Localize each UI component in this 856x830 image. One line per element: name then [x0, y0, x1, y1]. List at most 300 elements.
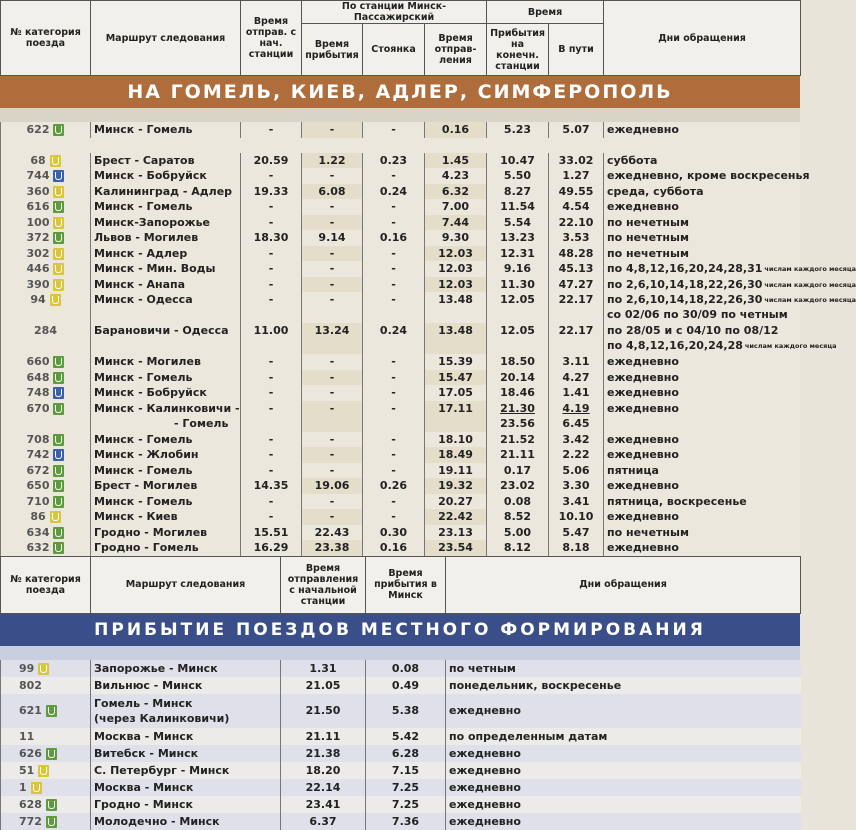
time-value: 19.06 [314, 479, 350, 493]
time-cell [363, 122, 425, 138]
table-row [1, 246, 801, 262]
arrival-time [366, 660, 446, 677]
time-cell [363, 540, 425, 556]
time-cell [425, 168, 487, 184]
time-value: 0.26 [379, 479, 408, 493]
route [91, 184, 241, 200]
time-cell [425, 478, 487, 494]
table-row [1, 261, 801, 277]
train-number-text: 302 [26, 246, 50, 260]
route-text: Гродно - Минск [94, 797, 193, 811]
train-number [1, 525, 91, 541]
time-value: 5.07 [562, 123, 590, 137]
train-number [1, 494, 91, 510]
route [91, 385, 241, 401]
train-number [1, 694, 91, 728]
route [91, 354, 241, 370]
arrival-final [487, 199, 549, 215]
time-cell [425, 230, 487, 246]
days-text: ежедневно [607, 541, 679, 555]
time-value: - [329, 510, 335, 524]
time-cell [363, 401, 425, 432]
on-way [549, 323, 604, 354]
train-number [1, 401, 91, 432]
train-category-icon [53, 372, 64, 384]
col-group-time: Время [487, 1, 604, 24]
time-value: - [329, 246, 335, 260]
time-value: 4.19 [562, 401, 590, 415]
time-cell [363, 153, 425, 169]
time-value: - [329, 386, 335, 400]
days-text: по 28/05 и с 04/10 по 08/12 [607, 324, 779, 337]
time-value: 19.33 [253, 184, 289, 198]
time-value: 12.05 [500, 293, 535, 306]
route-text: Гродно - Гомель [94, 541, 199, 555]
route [91, 540, 241, 556]
train-number-text: 284 [34, 324, 57, 337]
time-value: - [268, 200, 274, 214]
time-value: 5.38 [391, 704, 420, 717]
time-value: 1.31 [309, 661, 337, 675]
time-value: 7.00 [441, 200, 470, 214]
route-text: Минск - Калинковичи - [94, 401, 240, 415]
route-text: Минск - Одесса [94, 293, 193, 306]
time-value: 21.38 [305, 746, 341, 760]
days-line [607, 184, 798, 199]
time-value: - [268, 448, 274, 462]
train-category-icon [53, 356, 64, 368]
time-value: - [391, 123, 396, 137]
table-row [1, 478, 801, 494]
days-line [607, 168, 810, 183]
days-text: ежедневно [449, 763, 521, 777]
time-cell [241, 432, 302, 448]
time-value: 23.54 [438, 541, 473, 555]
route-text: Брест - Саратов [94, 153, 195, 167]
days-line [607, 478, 798, 493]
time-value: - [268, 215, 274, 229]
route [91, 779, 281, 796]
time-cell [302, 540, 363, 556]
operating-days [604, 261, 856, 277]
table-row [1, 509, 801, 525]
operating-days [604, 168, 810, 184]
time-cell [302, 370, 363, 386]
days-line-2 [607, 307, 798, 322]
col-route: Маршрут следования [91, 1, 241, 76]
table-row [1, 677, 801, 694]
on-way [549, 401, 604, 432]
route [91, 728, 281, 745]
train-number-text: 390 [26, 277, 50, 291]
arrival-final [487, 509, 549, 525]
arrival-time [366, 779, 446, 796]
time-value: - [329, 448, 335, 462]
table-row [1, 292, 801, 323]
operating-days [604, 230, 801, 246]
time-cell [425, 277, 487, 293]
route-text: Минск - Адлер [94, 246, 188, 260]
time-value: 0.23 [379, 153, 408, 167]
time-cell [425, 401, 487, 432]
train-category-icon [46, 816, 57, 828]
time-value: 16.29 [253, 541, 289, 555]
days-text: ежедневно [607, 401, 679, 415]
time-value: - [391, 401, 396, 415]
on-way [549, 122, 604, 138]
on-way [549, 447, 604, 463]
departure-time [281, 813, 366, 830]
time-value: 21.11 [500, 448, 535, 462]
time-value: - [329, 370, 335, 384]
time-value: 13.48 [438, 324, 473, 337]
time-value: 13.48 [438, 293, 473, 306]
time-cell [241, 478, 302, 494]
time-value: 0.24 [379, 324, 408, 337]
train-number-text: 86 [30, 510, 46, 524]
time-cell [302, 447, 363, 463]
time-cell [363, 199, 425, 215]
time-value: - [268, 169, 274, 183]
time-value: - [391, 355, 396, 369]
train-number-text: 1 [19, 780, 27, 794]
on-way [549, 525, 604, 541]
route-text: Вильнюс - Минск [94, 678, 203, 692]
on-way [549, 261, 604, 277]
time-cell [425, 463, 487, 479]
days-text: суббота [607, 153, 658, 167]
time-value: 0.08 [503, 494, 532, 508]
on-way [549, 168, 604, 184]
arrival-final [487, 478, 549, 494]
arrival-final [487, 122, 549, 138]
time-value: - [268, 277, 274, 291]
departure-time [281, 779, 366, 796]
train-number-text: 51 [19, 763, 35, 777]
days-note: числам каждого месяца [744, 342, 837, 350]
arrival-time [366, 694, 446, 728]
time-value: - [329, 169, 335, 183]
time-cell [241, 494, 302, 510]
train-category-icon [50, 511, 61, 523]
train-category-icon [53, 217, 64, 229]
operating-days [446, 728, 801, 745]
route [91, 660, 281, 677]
days-line [607, 385, 798, 400]
route [91, 432, 241, 448]
col-num: № категория поезда [1, 1, 91, 76]
time-value: - [268, 401, 274, 415]
route-text: С. Петербург - Минск [94, 763, 230, 777]
time-value: - [329, 463, 335, 477]
route [91, 762, 281, 779]
table-row [1, 277, 801, 293]
table-row [1, 323, 801, 354]
time-cell [241, 370, 302, 386]
days-text: ежедневно [449, 780, 521, 794]
route-text: Витебск - Минск [94, 746, 199, 760]
time-cell [363, 292, 425, 323]
time-cell [241, 323, 302, 354]
time-cell [302, 432, 363, 448]
days-note: числам каждого месяца [764, 265, 856, 274]
train-number-text: 648 [26, 370, 50, 384]
time-value: 22.17 [558, 324, 594, 337]
time-value: 13.24 [314, 324, 350, 337]
route [91, 796, 281, 813]
days-text: по 2,6,10,14,18,22,26,30 [607, 293, 763, 306]
arrival-final [487, 370, 549, 386]
time-cell [363, 184, 425, 200]
time-cell [241, 463, 302, 479]
col2-num: № категория поезда [1, 556, 91, 613]
time-cell [241, 540, 302, 556]
operating-days [604, 277, 856, 293]
days-line [607, 230, 798, 245]
route-text: Минск-Запорожье [94, 215, 210, 229]
table-row [1, 432, 801, 448]
time-value: - [391, 432, 396, 446]
time-value: 5.54 [503, 215, 532, 229]
train-number-text: 708 [26, 432, 50, 446]
time-cell [302, 199, 363, 215]
time-value: 2.22 [562, 448, 590, 462]
train-category-icon [53, 480, 64, 492]
route-text: Минск - Гомель [94, 123, 193, 137]
train-number [1, 168, 91, 184]
time-cell [302, 494, 363, 510]
table-row [1, 728, 801, 745]
days-text: ежедневно [449, 814, 521, 828]
arrival-final [487, 432, 549, 448]
time-value: 7.15 [391, 763, 420, 777]
operating-days [604, 525, 801, 541]
time-value-2: 23.56 [500, 416, 535, 430]
route [91, 246, 241, 262]
table-row [1, 796, 801, 813]
arrival-final [487, 540, 549, 556]
time-cell [425, 385, 487, 401]
time-value-2: 6.45 [562, 416, 590, 430]
route [91, 261, 241, 277]
banner-departures: НА ГОМЕЛЬ, КИЕВ, АДЛЕР, СИМФЕРОПОЛЬ [0, 76, 800, 108]
time-value: 0.30 [379, 525, 408, 539]
train-category-icon [31, 782, 42, 794]
table-row [1, 494, 801, 510]
train-number-text: 616 [26, 200, 50, 214]
time-value: 48.28 [558, 246, 594, 260]
train-category-icon [46, 705, 57, 717]
arrival-final [487, 277, 549, 293]
days-text: по 4,8,12,16,20,24,28,31 [607, 262, 763, 276]
train-category-icon [53, 186, 64, 198]
route [91, 813, 281, 830]
train-number [1, 230, 91, 246]
time-cell [302, 463, 363, 479]
time-cell [425, 525, 487, 541]
days-line [607, 540, 798, 555]
col-dep: Время отправ-ления [425, 24, 487, 76]
train-category-icon [53, 527, 64, 539]
on-way [549, 432, 604, 448]
time-value: 17.11 [438, 401, 473, 415]
table-row [1, 385, 801, 401]
time-cell [241, 401, 302, 432]
time-cell [363, 525, 425, 541]
time-value: - [391, 463, 396, 477]
col2-dep: Время отправления с начальной станции [281, 556, 366, 613]
time-value: - [391, 200, 396, 214]
route [91, 745, 281, 762]
route-text: Запорожье - Минск [94, 661, 218, 675]
days-text: ежедневно [449, 746, 521, 760]
time-value: 12.05 [500, 324, 535, 337]
arrival-final [487, 230, 549, 246]
operating-days [446, 660, 801, 677]
arrival-final [487, 168, 549, 184]
header-table-2 [0, 556, 801, 614]
time-cell [302, 153, 363, 169]
train-number-text: 672 [26, 463, 50, 477]
time-cell [241, 199, 302, 215]
operating-days [604, 401, 801, 432]
time-value: - [391, 262, 396, 276]
route [91, 153, 241, 169]
time-cell [241, 246, 302, 262]
time-value: 21.52 [500, 432, 535, 446]
table-row [1, 745, 801, 762]
time-value: 22.42 [438, 510, 473, 524]
time-value: 0.16 [379, 541, 408, 555]
time-cell [241, 215, 302, 231]
days-text: ежедневно [449, 704, 521, 717]
on-way [549, 478, 604, 494]
route-text: Москва - Минск [94, 729, 194, 743]
time-value: 6.37 [309, 814, 337, 828]
arrival-final [487, 153, 549, 169]
on-way [549, 230, 604, 246]
time-value: 9.16 [503, 262, 532, 276]
table-row [1, 370, 801, 386]
train-category-icon [38, 765, 49, 777]
table-row [1, 463, 801, 479]
time-cell [363, 323, 425, 354]
time-value: 8.12 [503, 541, 532, 555]
table-row [1, 184, 801, 200]
operating-days [604, 540, 801, 556]
time-value: 5.23 [503, 123, 532, 137]
arrival-final [487, 215, 549, 231]
operating-days [604, 478, 801, 494]
days-note: числам каждого месяца [764, 280, 856, 289]
train-number [1, 660, 91, 677]
time-value: 23.41 [305, 797, 341, 811]
arrival-time [366, 796, 446, 813]
route-text: Минск - Могилев [94, 355, 201, 369]
route [91, 677, 281, 694]
train-number [1, 184, 91, 200]
time-value: 8.27 [503, 184, 532, 198]
route [91, 447, 241, 463]
arrival-time [366, 677, 446, 694]
route-text: Минск - Гомель [94, 200, 193, 214]
train-number [1, 292, 91, 323]
train-category-icon [38, 663, 49, 675]
days-line [607, 432, 798, 447]
train-number [1, 540, 91, 556]
time-value: 18.50 [500, 355, 535, 369]
time-cell [241, 261, 302, 277]
days-text: ежедневно [607, 370, 679, 384]
time-value: 21.50 [305, 704, 341, 717]
col2-route: Маршрут следования [91, 556, 281, 613]
time-value: 21.30 [500, 401, 535, 415]
route [91, 215, 241, 231]
route-text: Минск - Бобруйск [94, 386, 207, 400]
days-line [607, 509, 798, 524]
train-category-icon [53, 496, 64, 508]
operating-days [604, 447, 801, 463]
train-number-text: 626 [19, 746, 42, 760]
time-value: 5.42 [391, 729, 420, 743]
time-cell [363, 246, 425, 262]
time-value: 0.17 [503, 463, 532, 477]
days-line [607, 122, 798, 137]
route [91, 323, 241, 354]
time-cell [425, 323, 487, 354]
time-value: 23.13 [438, 525, 473, 539]
train-number-text: 650 [26, 479, 50, 493]
time-value: 3.11 [562, 355, 590, 369]
time-value: 10.47 [500, 153, 535, 167]
operating-days [446, 796, 801, 813]
time-value: - [268, 123, 274, 137]
train-number [1, 277, 91, 293]
days-line [607, 463, 798, 478]
train-number-text: 772 [19, 814, 42, 828]
arrival-final [487, 385, 549, 401]
time-cell [363, 509, 425, 525]
days-line [607, 292, 856, 307]
time-value: - [391, 277, 396, 291]
time-value: 3.41 [562, 494, 590, 508]
train-number [1, 796, 91, 813]
time-cell [363, 215, 425, 231]
route [91, 525, 241, 541]
operating-days [604, 354, 801, 370]
time-cell [425, 184, 487, 200]
train-number-text: 670 [26, 401, 50, 415]
col-on-way: В пути [549, 24, 604, 76]
on-way [549, 463, 604, 479]
days-line [607, 370, 798, 385]
time-value: 12.03 [438, 262, 473, 276]
col-dep-start: Время отправ. с нач. станции [241, 1, 302, 76]
route-text: Минск - Гомель [94, 463, 193, 477]
days-text: пятница, воскресенье [607, 494, 747, 508]
time-value: 1.45 [441, 153, 470, 167]
departure-time [281, 677, 366, 694]
train-number-text: 94 [30, 293, 46, 306]
table-row [1, 525, 801, 541]
table-row [1, 540, 801, 556]
table-row [1, 779, 801, 796]
days-text: ежедневно [607, 200, 679, 214]
time-value: - [391, 448, 396, 462]
arrival-final [487, 494, 549, 510]
train-number-text: 446 [26, 262, 50, 276]
time-value: 0.49 [391, 678, 420, 692]
